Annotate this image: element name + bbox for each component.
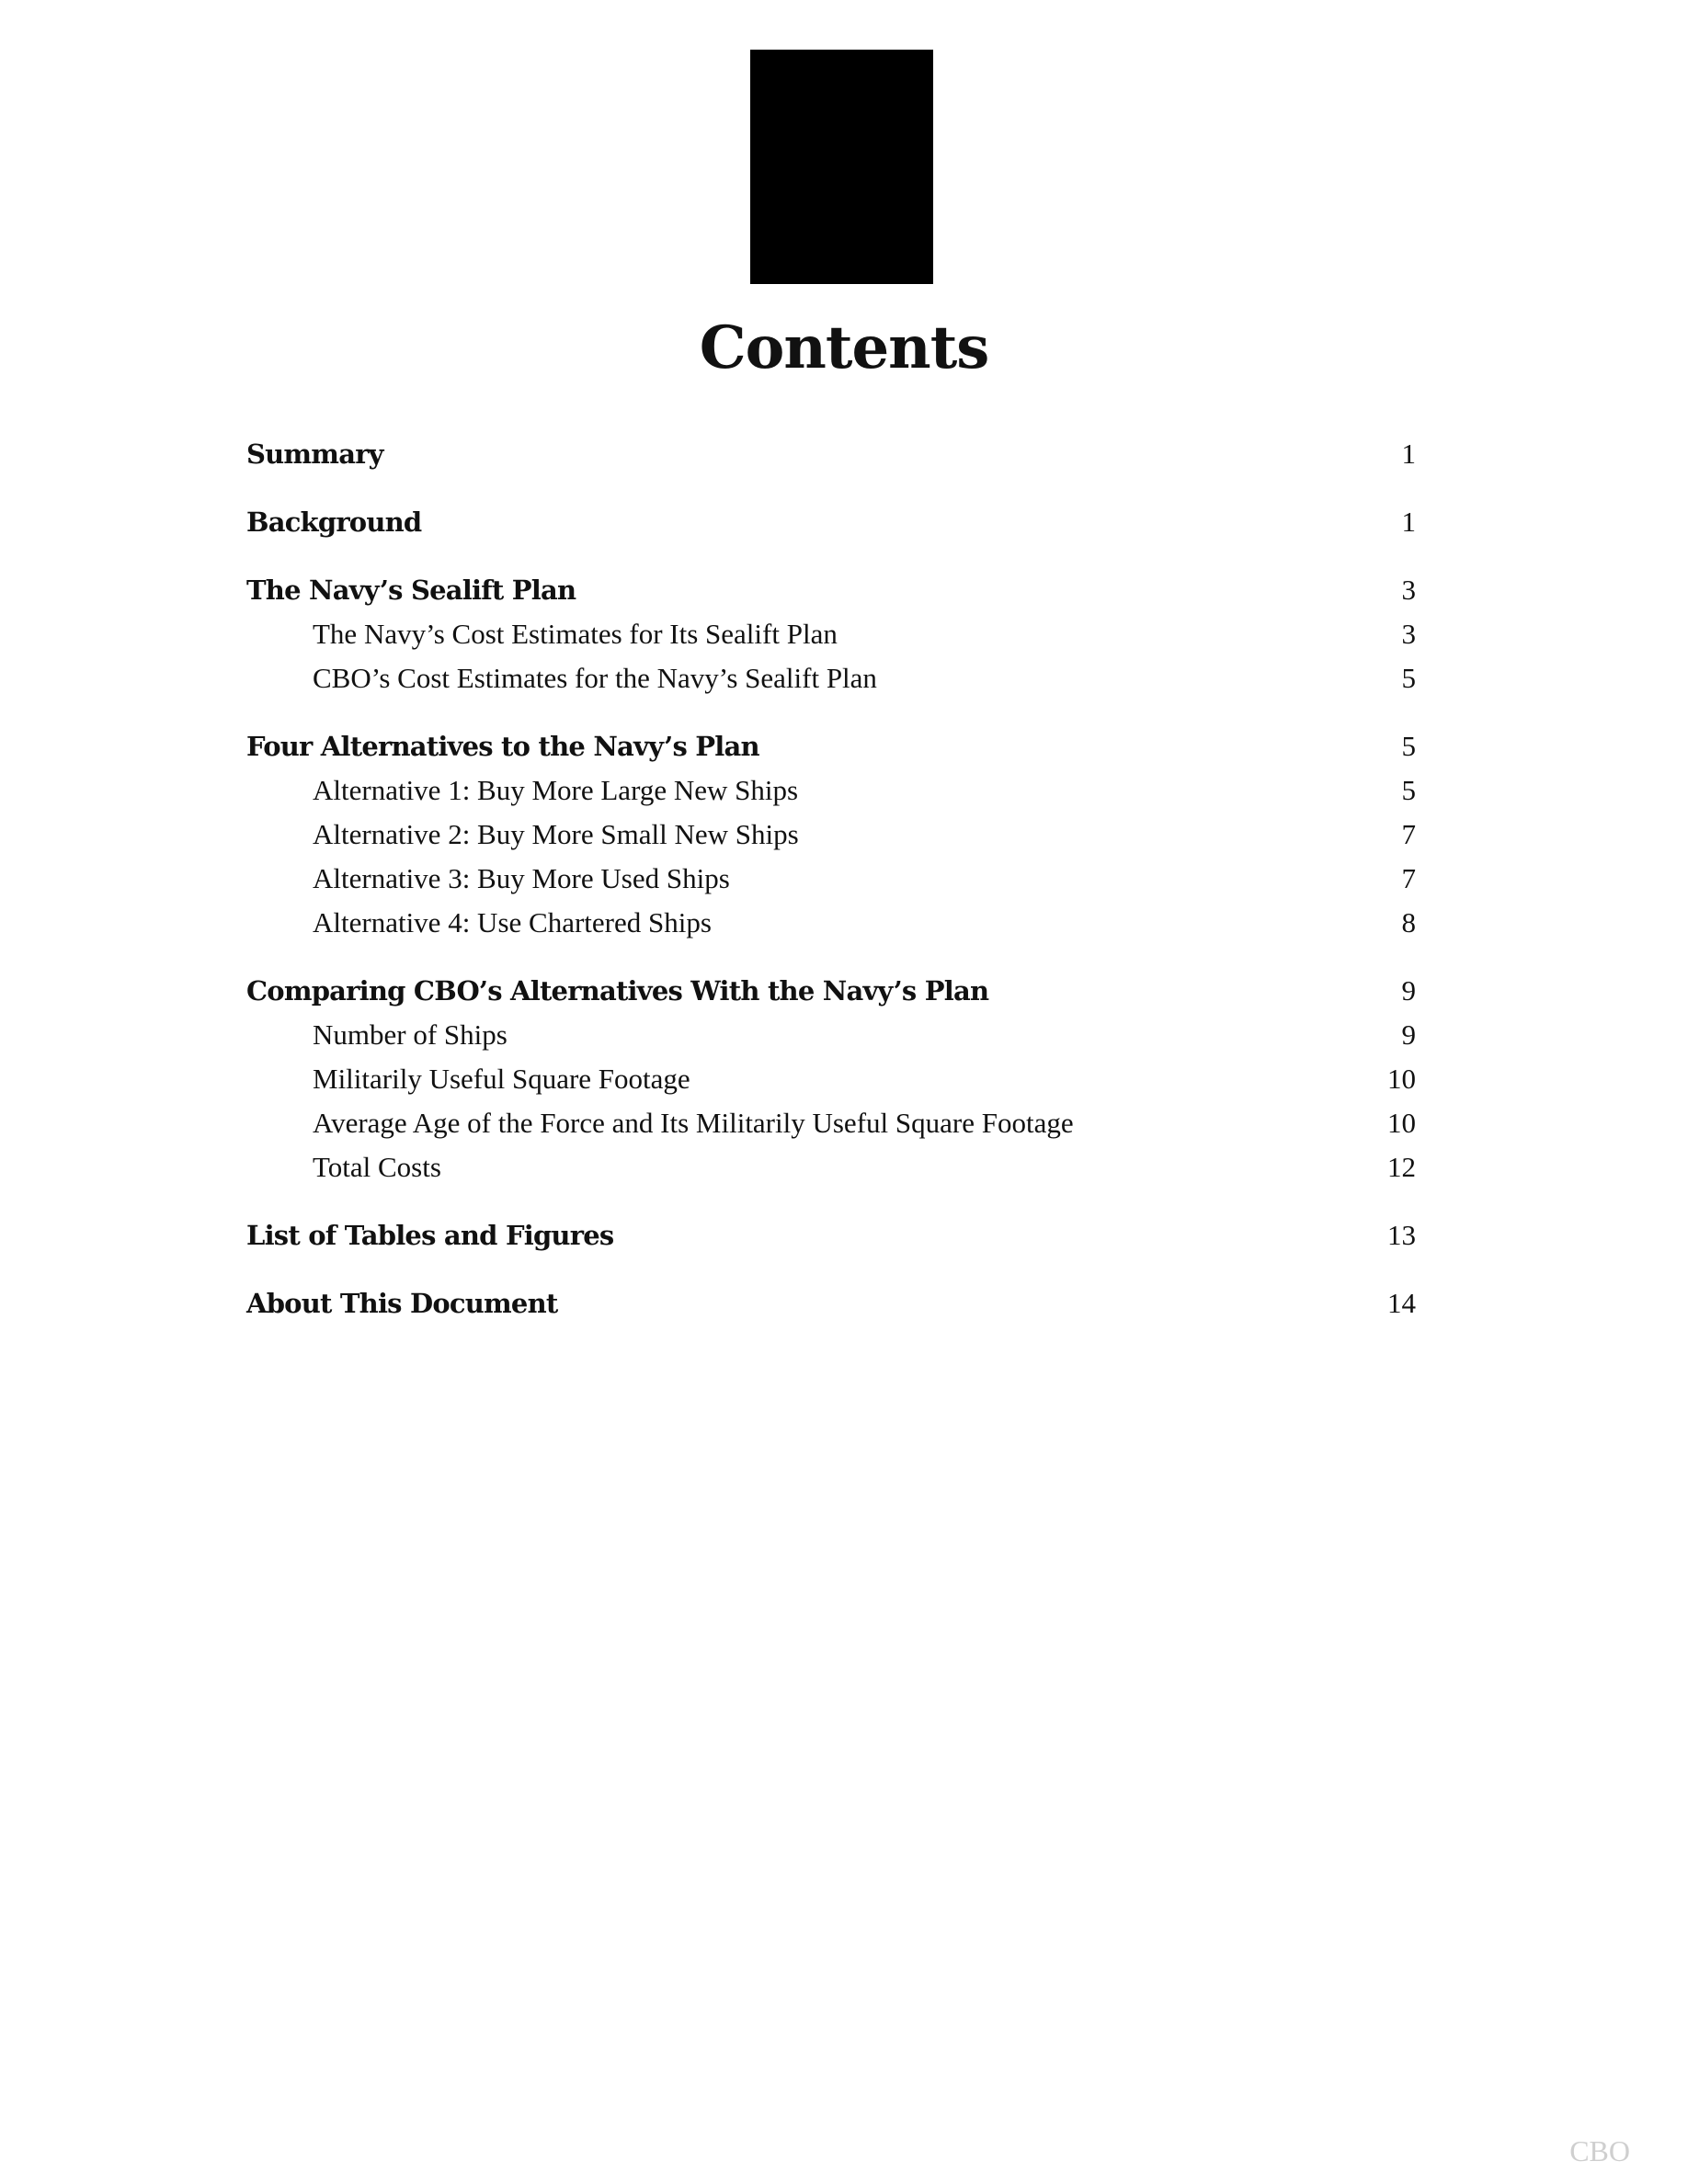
- toc-subentry-title: Militarily Useful Square Footage: [313, 1063, 690, 1095]
- toc-subentry-title: Alternative 4: Use Chartered Ships: [313, 906, 712, 938]
- cbo-footer-mark: CBO: [1569, 2134, 1630, 2167]
- toc-entry-summary[interactable]: [246, 432, 1416, 476]
- toc-section: [246, 432, 1416, 476]
- toc-subentry-number-of-ships[interactable]: [246, 1013, 1416, 1057]
- toc-subentry-page: 5: [1401, 662, 1416, 694]
- toc-section: [246, 724, 1416, 945]
- toc-entry-page: 13: [1387, 1219, 1416, 1251]
- toc-section: [246, 969, 1416, 1189]
- toc-subentry-page: 3: [1401, 618, 1416, 650]
- toc-subentry-page: 10: [1387, 1107, 1416, 1139]
- toc-section: [246, 1281, 1416, 1325]
- toc-entry-title: Summary: [246, 438, 383, 470]
- toc-subentry-page: 9: [1401, 1018, 1416, 1051]
- toc-subentry-title: Alternative 1: Buy More Large New Ships: [313, 774, 799, 806]
- toc-subentry-title: Number of Ships: [313, 1018, 508, 1051]
- toc-subentry-page: 12: [1387, 1151, 1416, 1183]
- toc-subentry-title: Average Age of the Force and Its Militarily Useful Square Footage: [313, 1107, 1074, 1139]
- toc-subentry-page: 5: [1401, 774, 1416, 806]
- toc-subentry-total-costs[interactable]: [246, 1145, 1416, 1189]
- toc-subentry-page: 8: [1401, 906, 1416, 938]
- page-title: Contents: [699, 313, 989, 382]
- toc-entry-list-of-tables[interactable]: [246, 1213, 1416, 1257]
- toc-entry-title: The Navy’s Sealift Plan: [246, 574, 576, 606]
- toc-section: [246, 1213, 1416, 1257]
- toc-subentry-title: CBO’s Cost Estimates for the Navy’s Sealift Plan: [313, 662, 877, 694]
- toc-entry-page: 14: [1387, 1287, 1416, 1319]
- toc-subentry-alternative-2[interactable]: [246, 813, 1416, 857]
- toc-entry-about-this-document[interactable]: [246, 1281, 1416, 1325]
- toc-entry-page: 9: [1401, 974, 1416, 1007]
- toc-subentry-alternative-3[interactable]: [246, 857, 1416, 901]
- toc-entry-title: List of Tables and Figures: [246, 1220, 614, 1251]
- toc-section: [246, 500, 1416, 544]
- toc-entry-title: About This Document: [246, 1288, 558, 1319]
- toc-entry-page: 3: [1401, 574, 1416, 606]
- toc-entry-four-alternatives[interactable]: [246, 724, 1416, 768]
- toc-entry-title: Four Alternatives to the Navy’s Plan: [246, 731, 759, 762]
- toc-subentry-page: 7: [1401, 818, 1416, 850]
- toc-entry-navys-sealift-plan[interactable]: [246, 568, 1416, 612]
- toc-entry-page: 5: [1401, 730, 1416, 762]
- toc-entry-title: Comparing CBO’s Alternatives With the Navy’s Plan: [246, 975, 989, 1007]
- toc-entry-title: Background: [246, 506, 422, 538]
- toc-subentry-title: Alternative 3: Buy More Used Ships: [313, 862, 730, 894]
- toc-subentry-page: 7: [1401, 862, 1416, 894]
- toc-subentry-title: Total Costs: [313, 1151, 441, 1183]
- toc-subentry-title: The Navy’s Cost Estimates for Its Sealift Plan: [313, 618, 838, 650]
- toc-section: [246, 568, 1416, 700]
- table-of-contents: [246, 432, 1416, 1349]
- toc-entry-comparing-alternatives[interactable]: [246, 969, 1416, 1013]
- toc-entry-page: 1: [1401, 438, 1416, 470]
- toc-entry-background[interactable]: [246, 500, 1416, 544]
- toc-subentry-cbos-cost-estimates[interactable]: [246, 656, 1416, 700]
- toc-subentry-navys-cost-estimates[interactable]: [246, 612, 1416, 656]
- toc-subentry-alternative-1[interactable]: [246, 768, 1416, 813]
- toc-entry-page: 1: [1401, 506, 1416, 538]
- toc-subentry-average-age[interactable]: [246, 1101, 1416, 1145]
- black-redaction-block: [750, 50, 933, 284]
- toc-subentry-alternative-4[interactable]: [246, 901, 1416, 945]
- toc-subentry-title: Alternative 2: Buy More Small New Ships: [313, 818, 799, 850]
- toc-subentry-page: 10: [1387, 1063, 1416, 1095]
- toc-subentry-square-footage[interactable]: [246, 1057, 1416, 1101]
